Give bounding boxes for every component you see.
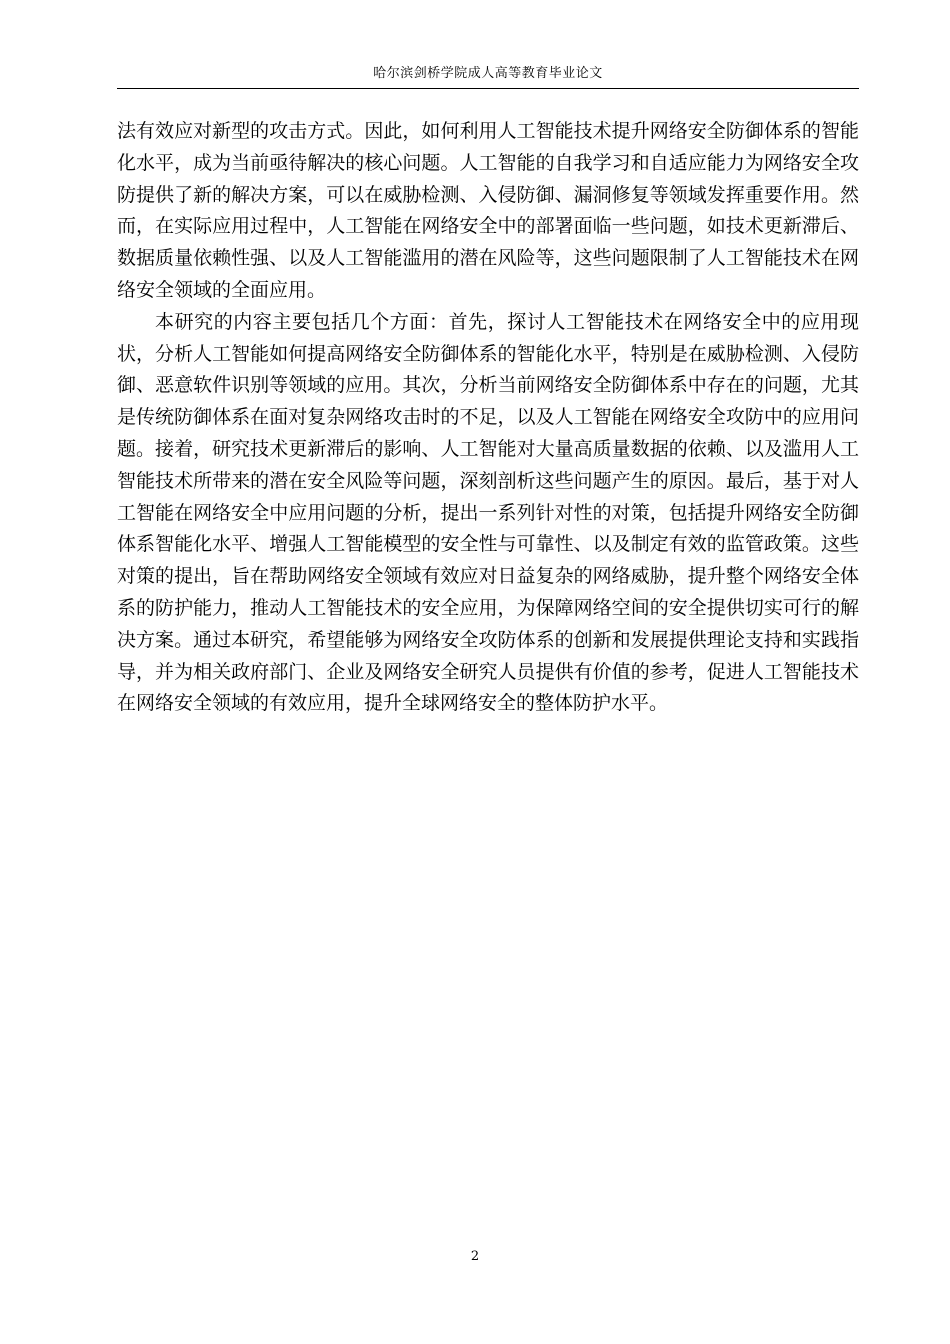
body-paragraph-research-content: 本研究的内容主要包括几个方面：首先，探讨人工智能技术在网络安全中的应用现状，分析人工智能如何提高网络安全防御体系的智能化水平，特别是在威胁检测、入侵防御、恶意软件识别等领域的应用。其次，分析当前网络安全防御体系中存在的问题，尤其是传统防御体系在面对复杂网络攻击时的不足，以及人工智能在网络安全攻防中的应用问题。接着，研究技术更新滞后的影响、人工智能对大量高质量数据的依赖、以及滥用人工智能技术所带来的潜在安全风险等问题，深刻剖析这些问题产生的原因。最后，基于对人工智能在网络安全中应用问题的分析，提出一系列针对性的对策，包括提升网络安全防御体系智能化水平、增强人工智能模型的安全性与可靠性、以及制定有效的监管政策。这些对策的提出，旨在帮助网络安全领域有效应对日益复杂的网络威胁，提升整个网络安全体系的防护能力，推动人工智能技术的安全应用，为保障网络空间的安全提供切实可行的解决方案。通过本研究，希望能够为网络安全攻防体系的创新和发展提供理论支持和实践指导，并为相关政府部门、企业及网络安全研究人员提供有价值的参考，促进人工智能技术在网络安全领域的有效应用，提升全球网络安全的整体防护水平。 [117,310,859,715]
page-number: 2 [470,1249,480,1264]
body-paragraph-continued: 法有效应对新型的攻击方式。因此，如何利用人工智能技术提升网络安全防御体系的智能化水平，成为当前亟待解决的核心问题。人工智能的自我学习和自适应能力为网络安全攻防提供了新的解决方案，可以在威胁检测、入侵防御、漏洞修复等领域发挥重要作用。然而，在实际应用过程中，人工智能在网络安全中的部署面临一些问题，如技术更新滞后、数据质量依赖性强、以及人工智能滥用的潜在风险等，这些问题限制了人工智能技术在网络安全领域的全面应用。 [117,120,859,301]
page-body [117,116,859,720]
header-title: 哈尔滨剑桥学院成人高等教育毕业论文 [373,66,603,81]
page-header [117,60,859,89]
